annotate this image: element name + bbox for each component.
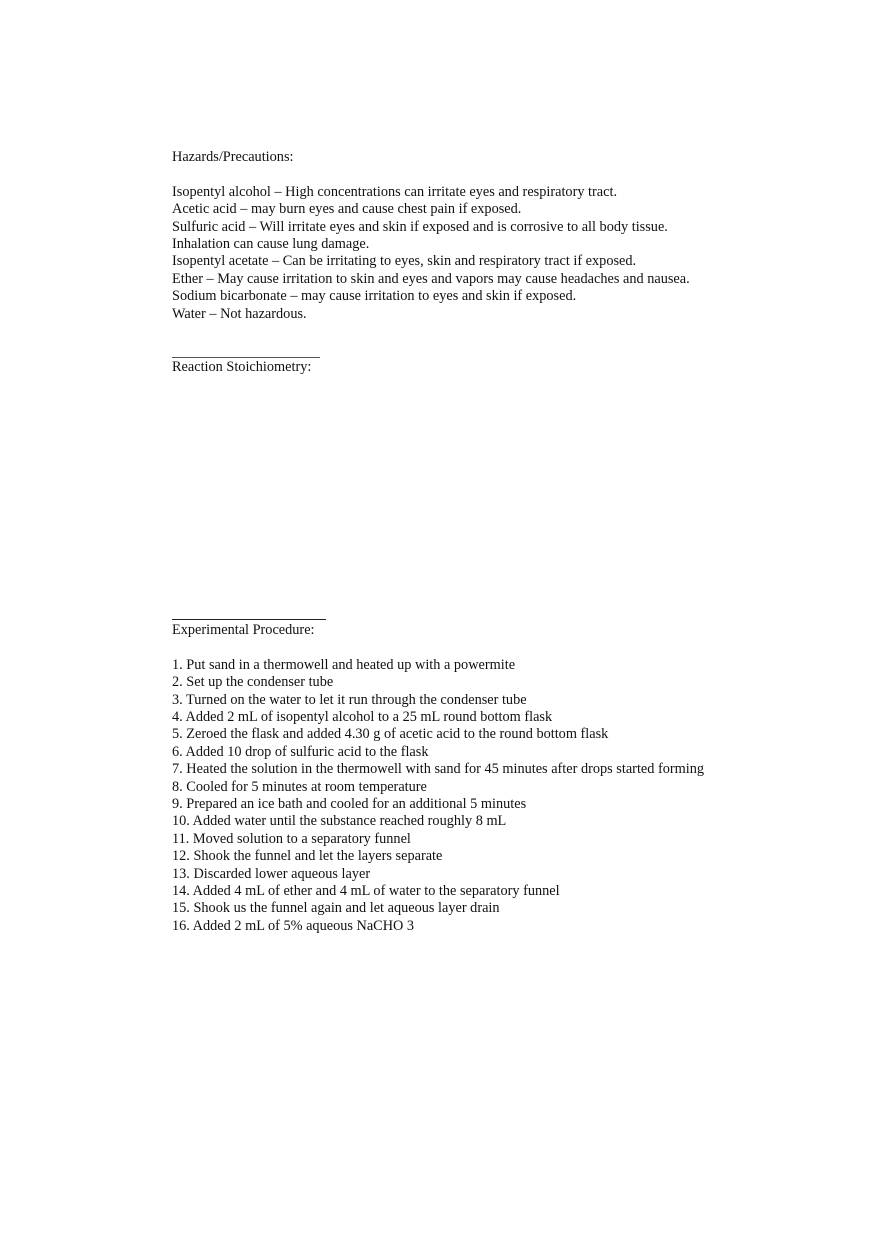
section-divider	[172, 357, 320, 358]
hazard-item: Sodium bicarbonate – may cause irritation to eyes and skin if exposed.	[172, 288, 577, 305]
procedure-title: Experimental Procedure:	[172, 622, 315, 638]
stoichiometry-section	[172, 359, 712, 376]
procedure-step: 6. Added 10 drop of sulfuric acid to the flask	[172, 743, 429, 760]
procedure-step: 14. Added 4 mL of ether and 4 mL of water to the separatory funnel	[172, 883, 560, 900]
procedure-step: 12. Shook the funnel and let the layers separate	[172, 848, 443, 865]
hazard-item: Isopentyl acetate – Can be irritating to eyes, skin and respiratory tract if exposed.	[172, 253, 637, 270]
spacer	[172, 166, 712, 183]
procedure-step: 4. Added 2 mL of isopentyl alcohol to a 25 mL round bottom flask	[172, 709, 553, 726]
hazard-item: Isopentyl alcohol – High concentrations can irritate eyes and respiratory tract.	[172, 183, 618, 200]
procedure-step: 10. Added water until the substance reached roughly 8 mL	[172, 813, 507, 830]
procedure-step: 7. Heated the solution in the thermowell with sand for 45 minutes after drops started forming	[172, 761, 705, 778]
procedure-section	[172, 622, 712, 935]
procedure-step: 13. Discarded lower aqueous layer	[172, 865, 371, 882]
procedure-step: 2. Set up the condenser tube	[172, 674, 334, 691]
procedure-step: 11. Moved solution to a separatory funnel	[172, 830, 411, 847]
procedure-step: 9. Prepared an ice bath and cooled for an additional 5 minutes	[172, 796, 527, 813]
section-divider	[172, 619, 326, 620]
procedure-steps	[172, 657, 712, 936]
spacer	[172, 639, 712, 656]
hazards-section	[172, 149, 712, 323]
procedure-step: 16. Added 2 mL of 5% aqueous NaCHO 3	[172, 917, 415, 934]
hazard-item: Water – Not hazardous.	[172, 305, 307, 322]
procedure-step: 1. Put sand in a thermowell and heated up with a powermite	[172, 656, 516, 673]
hazard-item: Sulfuric acid – Will irritate eyes and skin if exposed and is corrosive to all body tissue. Inhalation can cause lung damage.	[172, 218, 668, 253]
hazard-item: Acetic acid – may burn eyes and cause chest pain if exposed.	[172, 201, 522, 218]
stoichiometry-title: Reaction Stoichiometry:	[172, 359, 312, 375]
procedure-step: 3. Turned on the water to let it run through the condenser tube	[172, 691, 527, 708]
procedure-step: 8. Cooled for 5 minutes at room temperature	[172, 778, 427, 795]
procedure-step: 5. Zeroed the flask and added 4.30 g of acetic acid to the round bottom flask	[172, 726, 609, 743]
hazards-title: Hazards/Precautions:	[172, 149, 294, 165]
hazard-item: Ether – May cause irritation to skin and eyes and vapors may cause headaches and nausea.	[172, 270, 690, 287]
procedure-step: 15. Shook us the funnel again and let aqueous layer drain	[172, 900, 500, 917]
